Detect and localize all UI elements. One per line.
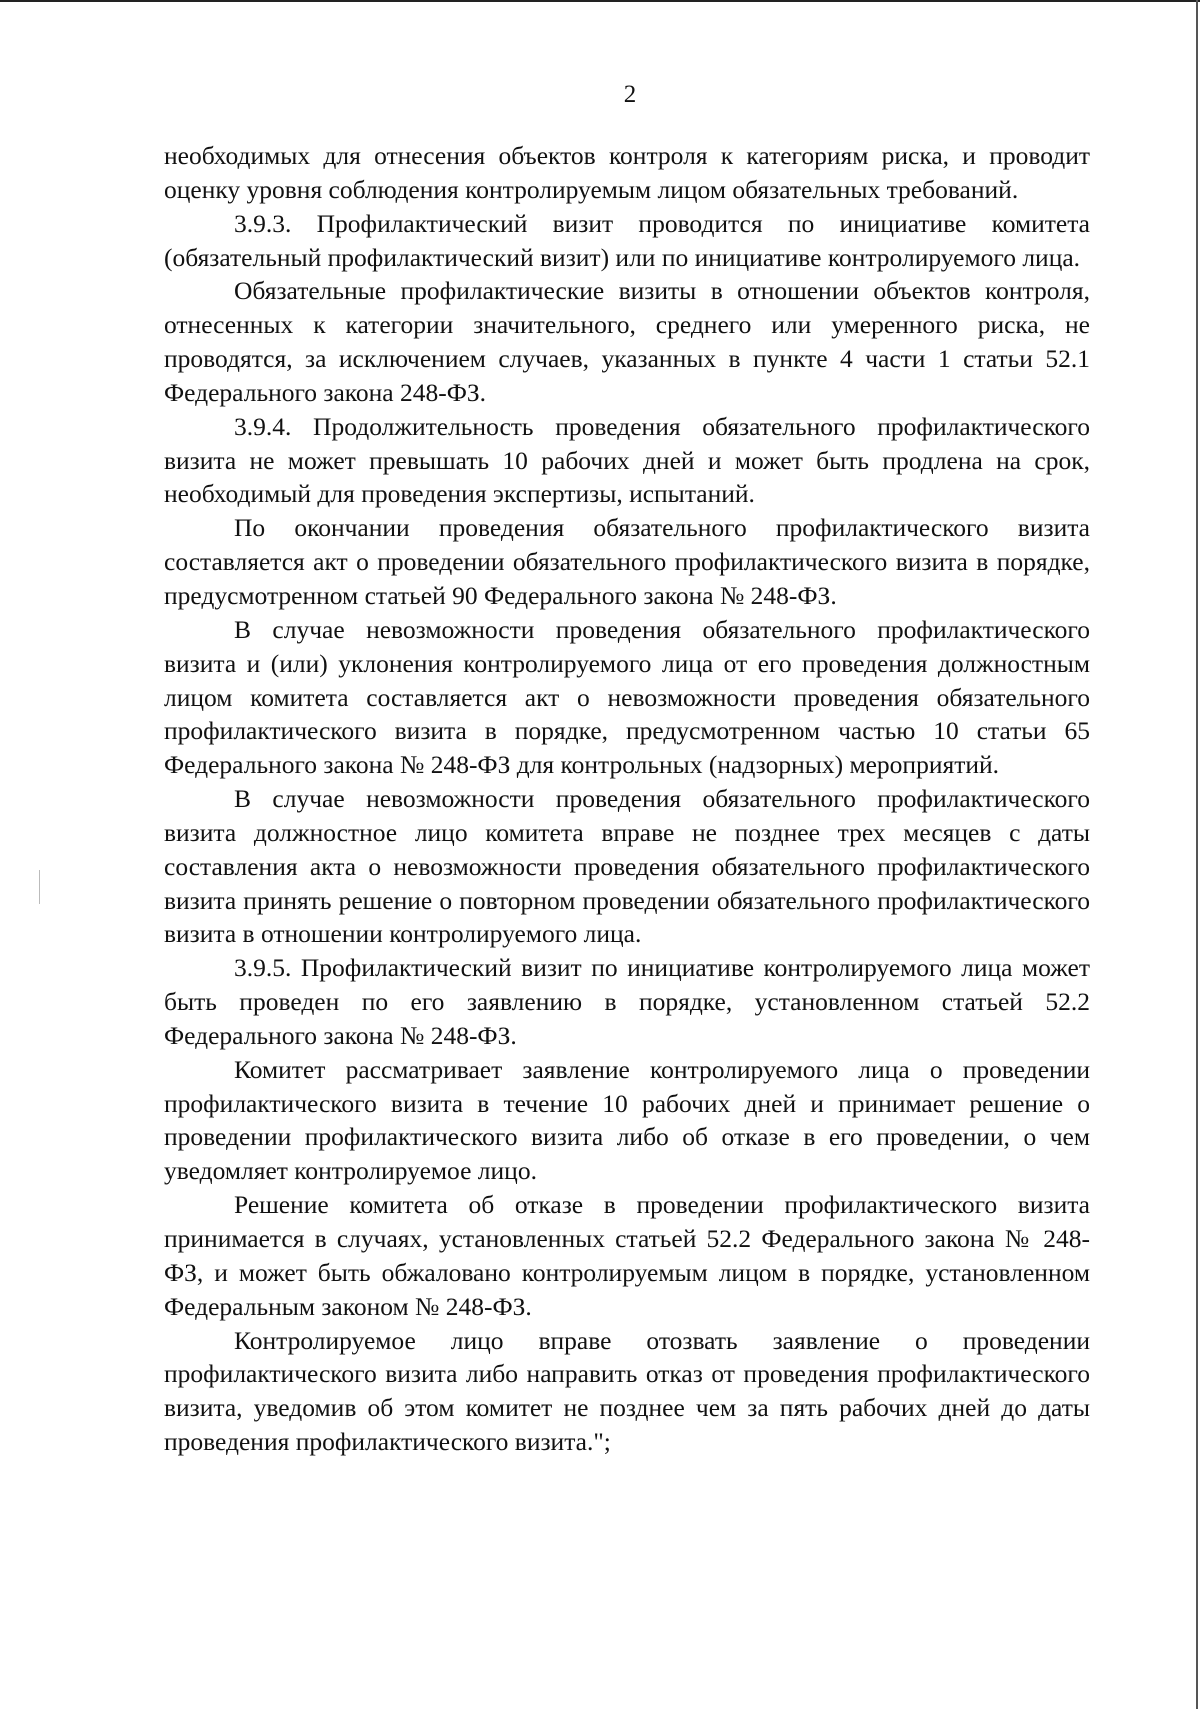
margin-mark [39,870,40,904]
paragraph-continuation: необходимых для отнесения объектов контроля к категориям риска, и проводит оценку уровня соблюдения контролируемым лицом обязательных требований. [164,141,1090,204]
paragraph-3-9-4: 3.9.4. Продолжительность проведения обязательного профилактического визита не может превышать 10 рабочих дней и может быть продлена на срок, необходимый для проведения экспертизы, испытаний. [164,411,1090,509]
document-body [164,139,1090,1459]
paragraph-refusal-decision: Решение комитета об отказе в проведении профилактического визита принимается в случаях, установленных статьей 52.2 Федерального закона № 248-ФЗ, и может быть обжаловано контролируемым лицом в порядке, установленном Федеральным законом № 248-ФЗ. [164,1190,1090,1321]
scan-edge-right [1196,0,1198,1709]
paragraph-act-drawn: По окончании проведения обязательного профилактического визита составляется акт о проведении обязательного профилактического визита в порядке, предусмотренном статьей 90 Федерального закона № 248-ФЗ. [164,513,1090,610]
paragraph-impossibility-act: В случае невозможности проведения обязательного профилактического визита и (или) уклонения контролируемого лица от его проведения должностным лицом комитета составляется акт о невозможности проведения обязательного профилактического визита в порядке, предусмотренном частью 10 статьи 65 Федерального закона № 248-ФЗ для контрольных (надзорных) мероприятий. [164,614,1090,780]
scan-edge-top [0,0,1200,2]
paragraph-mandatory-visits: Обязательные профилактические визиты в отношении объектов контроля, отнесенных к категории значительного, среднего или умеренного риска, не проводятся, за исключением случаев, указанных в пункте 4 части 1 статьи 52.1 Федерального закона 248-ФЗ. [164,276,1090,407]
paragraph-withdrawal: Контролируемое лицо вправе отозвать заявление о проведении профилактического визита либо направить отказ от проведения профилактического визита, уведомив об этом комитет не позднее чем за пять рабочих дней до даты проведения профилактического визита."; [164,1325,1090,1457]
paragraph-3-9-3: 3.9.3. Профилактический визит проводится по инициативе комитета (обязательный профилактический визит) или по инициативе контролируемого лица. [164,208,1090,272]
paragraph-3-9-5: 3.9.5. Профилактический визит по инициативе контролируемого лица может быть проведен по его заявлению в порядке, установленном статьей 52.2 Федерального закона № 248-ФЗ. [164,953,1090,1050]
page-number: 2 [623,81,637,108]
paragraph-application-review: Комитет рассматривает заявление контролируемого лица о проведении профилактического визита в течение 10 рабочих дней и принимает решение о проведении профилактического визита либо об отказе в его проведении, о чем уведомляет контролируемое лицо. [164,1054,1090,1186]
paragraph-repeat-visit: В случае невозможности проведения обязательного профилактического визита должностное лицо комитета вправе не позднее трех месяцев с даты составления акта о невозможности проведения обязательного профилактического визита принять решение о повторном проведении обязательного профилактического визита в отношении контролируемого лица. [164,784,1090,949]
